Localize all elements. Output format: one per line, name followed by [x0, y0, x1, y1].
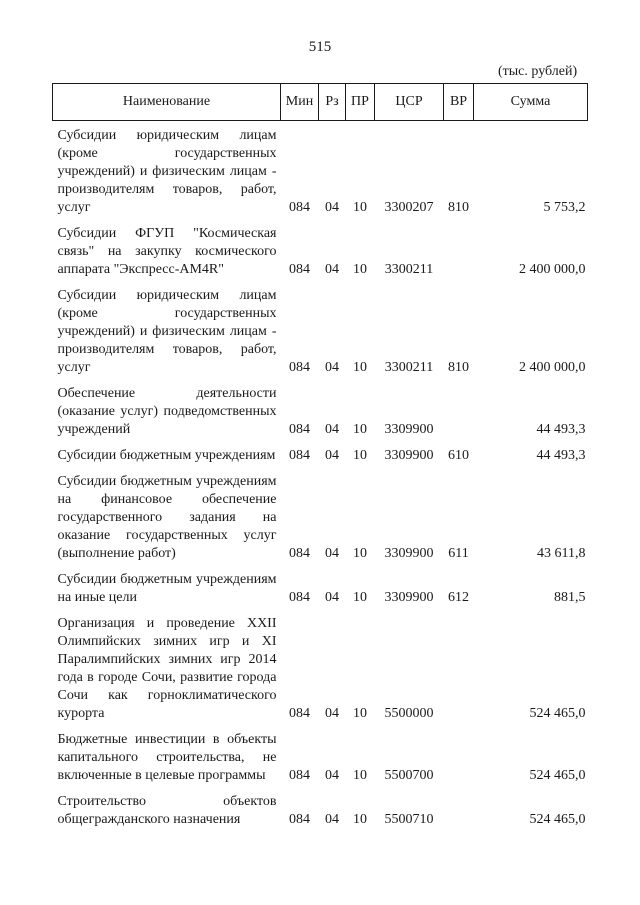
row-csr: 3300211	[384, 262, 434, 277]
row-vr: 611	[448, 546, 469, 561]
row-sum: 2 400 000,0	[519, 262, 586, 277]
row-sum: 881,5	[554, 590, 586, 605]
row-name: Субсидии ФГУП "Космическая связь" на закупку космического аппарата "Экспресс-АМ4R"	[57, 226, 277, 277]
table-row	[53, 789, 588, 833]
row-pr: 10	[353, 422, 367, 437]
row-csr: 5500700	[384, 768, 434, 783]
row-rz: 04	[325, 546, 339, 561]
row-vr	[444, 221, 474, 283]
row-min: 084	[289, 200, 310, 215]
row-vr	[444, 611, 474, 727]
row-name: Организация и проведение XXII Олимпийских зимних игр и XI Паралимпийских зимних игр 2014 года в городе Сочи, развитие города Сочи как горноклиматического курорта	[57, 616, 277, 721]
row-name: Субсидии бюджетным учреждениям на финансовое обеспечение государственного задания на оказание государственных услуг (выполнение работ)	[57, 474, 277, 561]
row-name: Строительство объектов общегражданского назначения	[57, 794, 277, 827]
row-vr: 810	[448, 360, 469, 375]
row-pr: 10	[353, 262, 367, 277]
row-name: Субсидии юридическим лицам (кроме государственных учреждений) и физическим лицам - производителям товаров, работ, услуг	[57, 128, 277, 215]
row-csr: 3300207	[384, 200, 434, 215]
row-min: 084	[289, 546, 310, 561]
row-vr: 810	[448, 200, 469, 215]
row-sum: 44 493,3	[536, 422, 586, 437]
row-csr: 3309900	[384, 590, 434, 605]
row-min: 084	[289, 422, 310, 437]
row-pr: 10	[353, 200, 367, 215]
row-rz: 04	[325, 200, 339, 215]
row-rz: 04	[325, 262, 339, 277]
row-name: Бюджетные инвестиции в объекты капитального строительства, не включенные в целевые программы	[57, 732, 277, 783]
header-min: Мин	[281, 84, 319, 121]
row-sum: 524 465,0	[529, 812, 586, 827]
header-pr: ПР	[346, 84, 375, 121]
row-csr: 3309900	[384, 422, 434, 437]
row-name: Субсидии бюджетным учреждениям	[57, 448, 276, 463]
page-number: 515	[308, 39, 332, 55]
row-pr: 10	[353, 706, 367, 721]
row-name: Субсидии юридическим лицам (кроме государственных учреждений) и физическим лицам - производителям товаров, работ, услуг	[57, 288, 277, 375]
row-min: 084	[289, 812, 310, 827]
row-sum: 524 465,0	[529, 706, 586, 721]
row-rz: 04	[325, 768, 339, 783]
budget-table	[52, 83, 588, 833]
units-label: (тыс. рублей)	[498, 64, 578, 79]
row-name: Обеспечение деятельности (оказание услуг) подведомственных учреждений	[57, 386, 277, 437]
row-rz: 04	[325, 590, 339, 605]
row-pr: 10	[353, 360, 367, 375]
table-row	[53, 611, 588, 727]
header-sum: Сумма	[474, 84, 588, 121]
row-csr: 5500710	[384, 812, 434, 827]
row-min: 084	[289, 768, 310, 783]
row-vr	[444, 789, 474, 833]
row-rz: 04	[325, 706, 339, 721]
row-sum: 2 400 000,0	[519, 360, 586, 375]
row-sum: 524 465,0	[529, 768, 586, 783]
header-csr: ЦСР	[375, 84, 444, 121]
row-rz: 04	[325, 812, 339, 827]
row-sum: 5 753,2	[543, 200, 586, 215]
row-vr: 612	[448, 590, 469, 605]
row-sum: 44 493,3	[536, 448, 586, 463]
row-pr: 10	[353, 448, 367, 463]
row-rz: 04	[325, 360, 339, 375]
table-row	[53, 221, 588, 283]
table-row	[53, 567, 588, 611]
row-csr: 3309900	[384, 448, 434, 463]
table-row	[53, 381, 588, 443]
row-min: 084	[289, 590, 310, 605]
row-vr	[444, 727, 474, 789]
row-csr: 3309900	[384, 546, 434, 561]
row-min: 084	[289, 262, 310, 277]
row-vr: 610	[448, 448, 469, 463]
row-min: 084	[289, 360, 310, 375]
row-name: Субсидии бюджетным учреждениям на иные цели	[57, 572, 277, 605]
table-row	[53, 469, 588, 567]
header-vr: ВР	[444, 84, 474, 121]
row-min: 084	[289, 448, 310, 463]
row-csr: 5500000	[384, 706, 434, 721]
row-rz: 04	[325, 422, 339, 437]
header-row	[53, 84, 588, 121]
row-pr: 10	[353, 590, 367, 605]
row-sum: 43 611,8	[537, 546, 586, 561]
row-csr: 3300211	[384, 360, 434, 375]
row-pr: 10	[353, 546, 367, 561]
row-pr: 10	[353, 768, 367, 783]
header-rz: Рз	[319, 84, 346, 121]
table-row	[53, 443, 588, 469]
row-rz: 04	[325, 448, 339, 463]
row-min: 084	[289, 706, 310, 721]
table-row	[53, 727, 588, 789]
row-vr	[444, 381, 474, 443]
table-row	[53, 121, 588, 222]
header-name: Наименование	[53, 84, 281, 121]
row-pr: 10	[353, 812, 367, 827]
table-row	[53, 283, 588, 381]
